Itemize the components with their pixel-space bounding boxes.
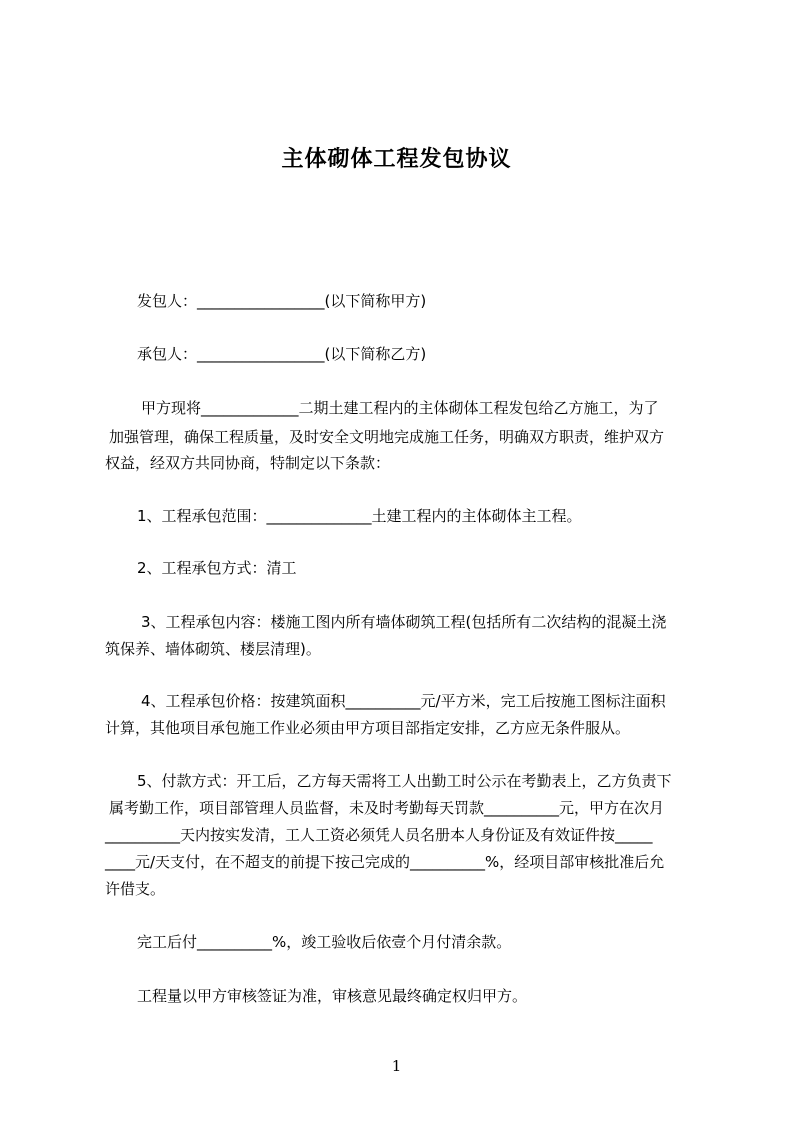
clause-4-line-1: 4、工程承包价格：按建筑面积__________元/平方米，完工后按施工图标注面积 bbox=[141, 692, 666, 710]
intro-line-3: 权益，经双方共同协商，特制定以下条款： bbox=[105, 454, 391, 472]
quantity-approval-line: 工程量以甲方审核签证为准，审核意见最终确定权归甲方。 bbox=[137, 987, 528, 1005]
intro-line-1: 甲方现将_____________二期土建工程内的主体砌体工程发包给乙方施工，为了 bbox=[141, 399, 659, 417]
clause-5-line-1: 5、付款方式：开工后，乙方每天需将工人出勤工时公示在考勤表上，乙方负责下 bbox=[137, 772, 672, 790]
party-a-line: 发包人：_________________(以下简称甲方) bbox=[137, 292, 427, 310]
final-payment-line: 完工后付__________%，竣工验收后依壹个月付清余款。 bbox=[137, 933, 512, 951]
clause-3-line-1: 3、工程承包内容：楼施工图内所有墙体砌筑工程(包括所有二次结构的混凝土浇 bbox=[141, 613, 667, 631]
clause-5-line-3: __________天内按实发清，工人工资必须凭人员名册本人身份证及有效证件按_____ bbox=[105, 826, 653, 844]
intro-line-2: 加强管理，确保工程质量，及时安全文明地完成施工任务，明确双方职责，维护双方 bbox=[109, 428, 665, 446]
clause-5-line-5: 许借支。 bbox=[105, 880, 166, 898]
clause-2: 2、工程承包方式：清工 bbox=[137, 559, 297, 577]
clause-4-line-2: 计算，其他项目承包施工作业必须由甲方项目部指定安排，乙方应无条件服从。 bbox=[105, 719, 631, 737]
document-title: 主体砌体工程发包协议 bbox=[281, 147, 512, 172]
clause-1: 1、工程承包范围：______________土建工程内的主体砌体主工程。 bbox=[137, 507, 582, 525]
page-number: 1 bbox=[391, 1057, 402, 1075]
clause-5-line-2: 属考勤工作，项目部管理人员监督，未及时考勤每天罚款__________元，甲方在次月 bbox=[109, 799, 665, 817]
clause-5-line-4: ____元/天支付，在不超支的前提下按己完成的__________%，经项目部审核批准后允 bbox=[105, 853, 665, 871]
clause-3-line-2: 筑保养、墙体砌筑、楼层清理)。 bbox=[105, 640, 321, 658]
party-b-line: 承包人：_________________(以下简称乙方) bbox=[137, 345, 427, 363]
